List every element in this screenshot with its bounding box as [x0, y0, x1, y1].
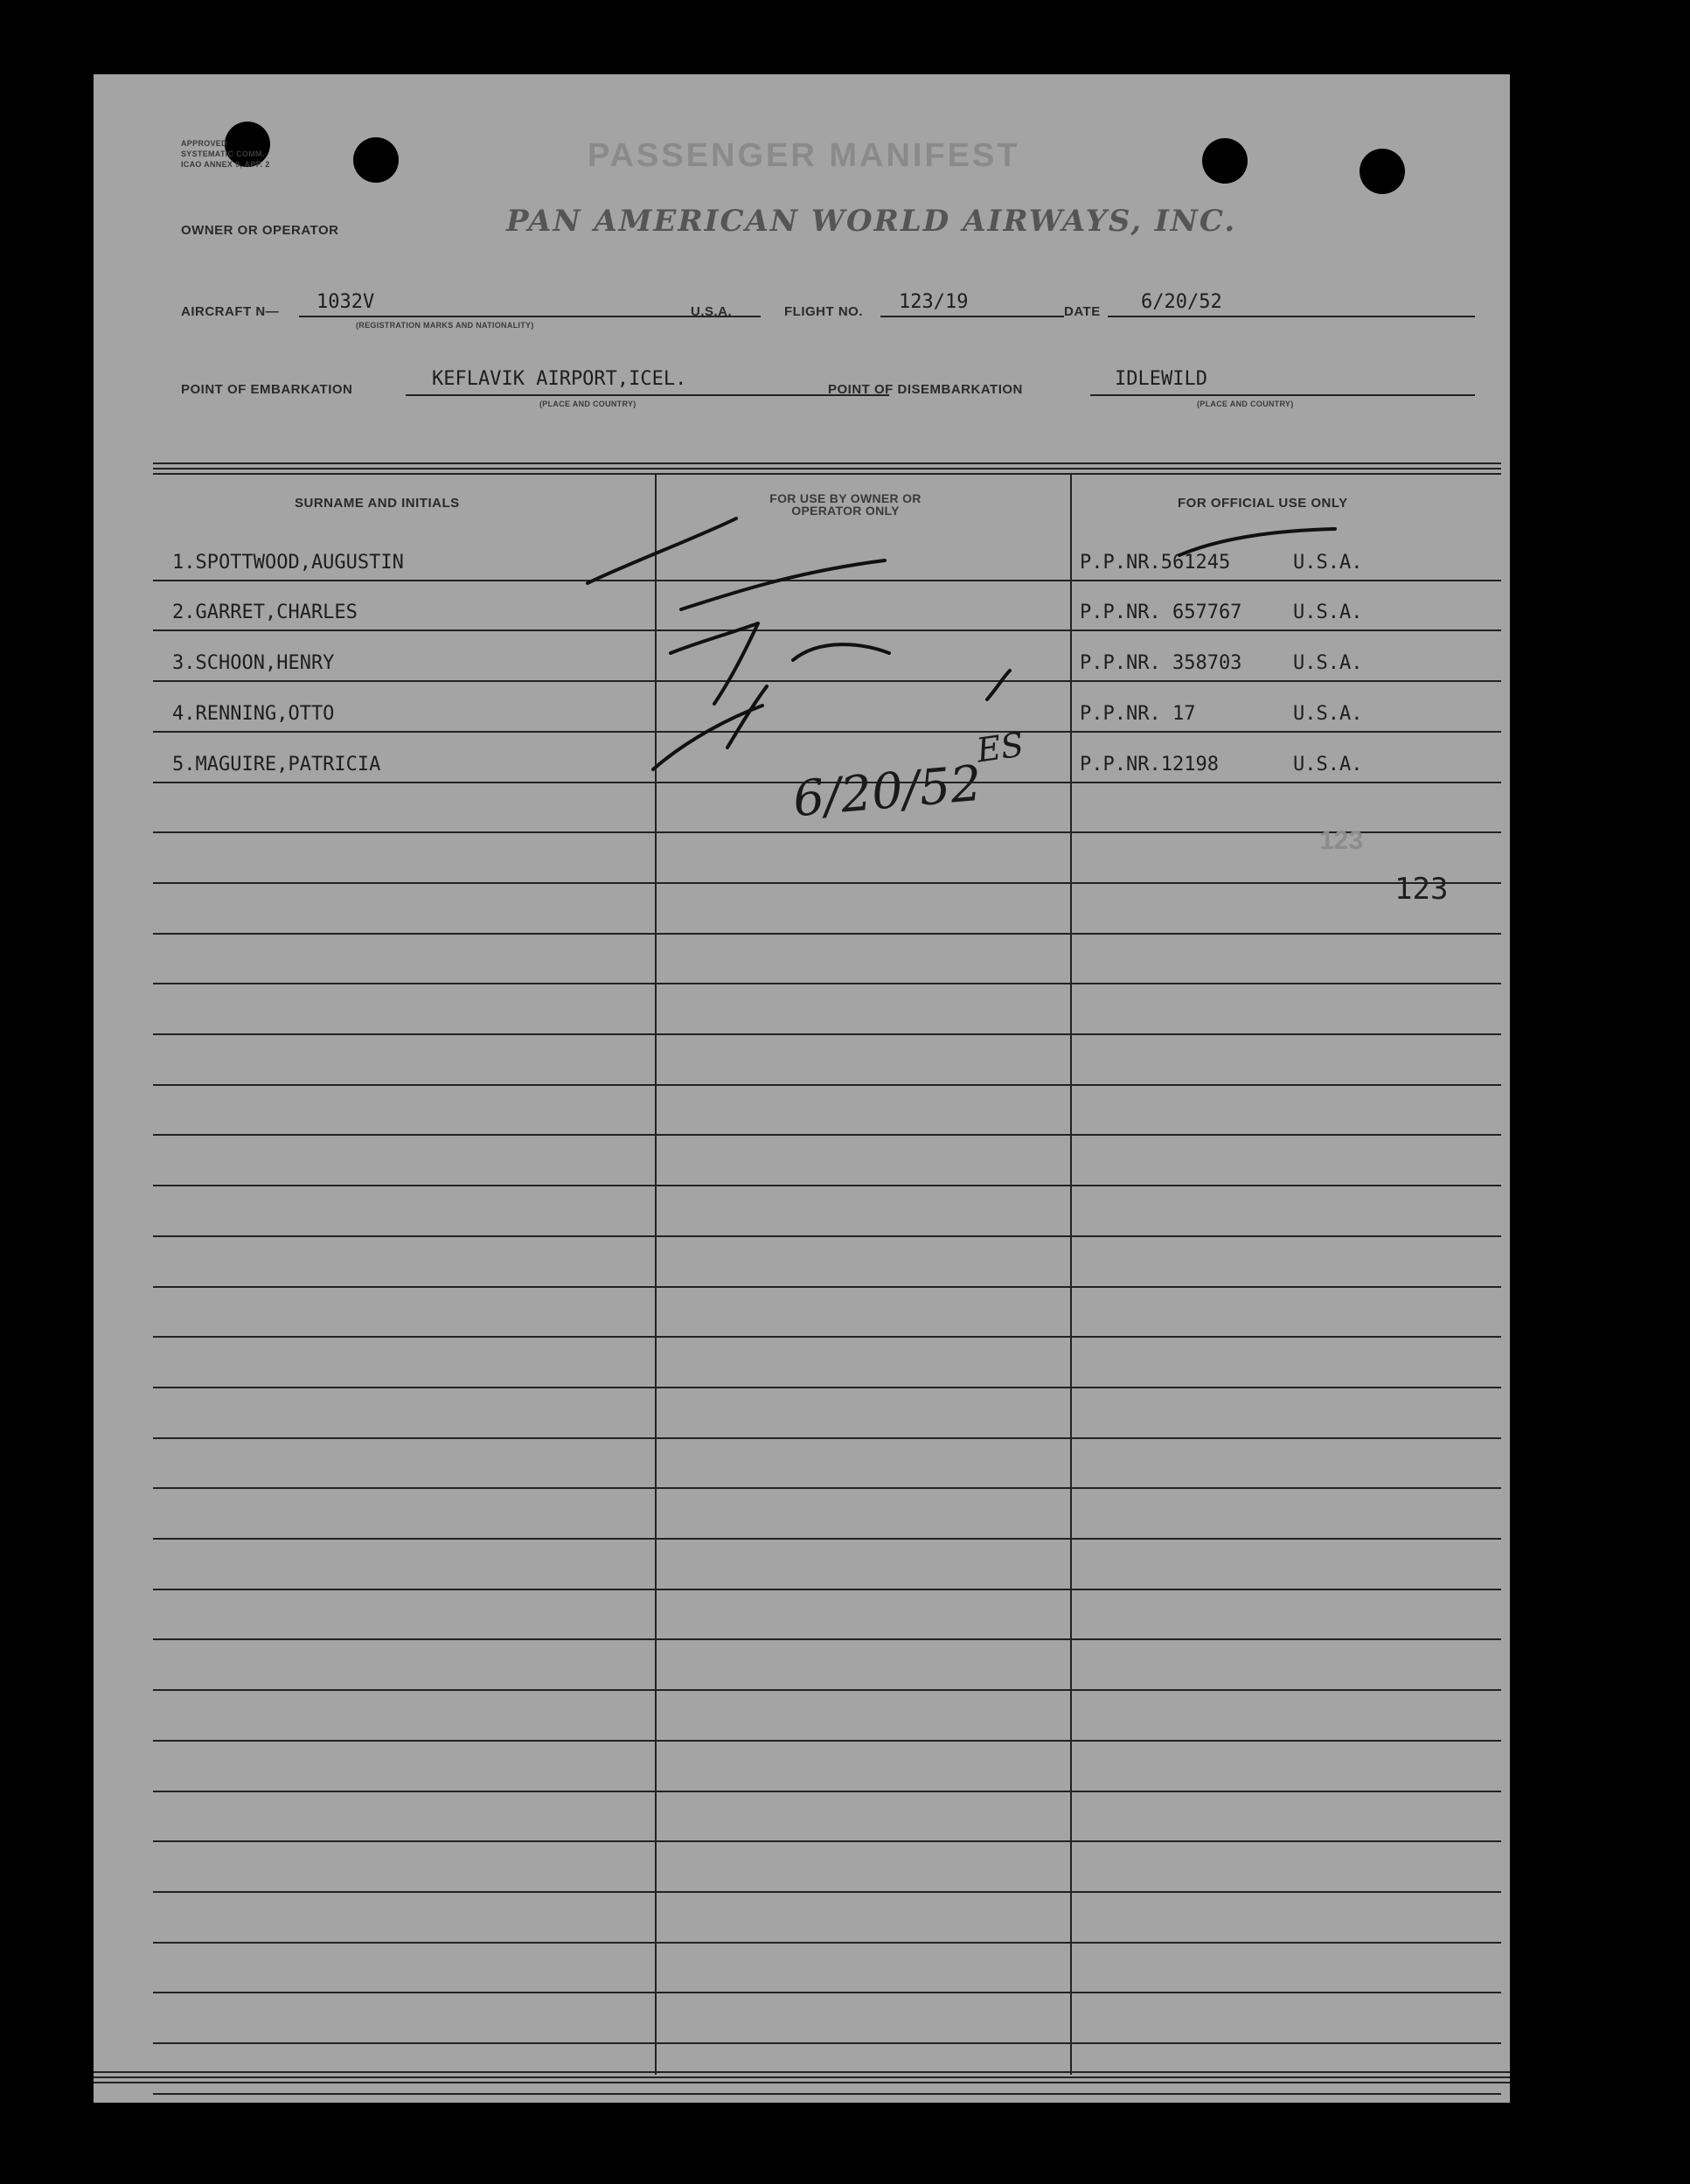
stamp-number: 123 [1319, 826, 1364, 855]
row-rule [153, 1235, 1501, 1237]
owner-label: OWNER OR OPERATOR [181, 223, 339, 238]
date-line [1108, 316, 1475, 317]
pen-mark-1 [588, 518, 736, 583]
row-rule [153, 882, 1501, 884]
pen-mark-2 [681, 560, 885, 609]
row-rule [153, 2042, 1501, 2044]
row-rule [153, 1891, 1501, 1893]
row-rule [153, 1185, 1501, 1186]
row-rule [153, 933, 1501, 935]
row-rule [153, 1538, 1501, 1540]
surname-header: SURNAME AND INITIALS [295, 496, 460, 511]
footer-rule-3 [94, 2082, 1510, 2083]
pen-mark-3 [671, 623, 758, 653]
row-rule [153, 580, 1501, 581]
row-rule [153, 1336, 1501, 1338]
embarkation-line [406, 394, 889, 396]
passenger-name: 3.SCHOON,HENRY [172, 652, 335, 674]
pen-marks [94, 74, 1510, 2103]
registration-caption: (REGISTRATION MARKS AND NATIONALITY) [356, 321, 534, 330]
header-rule-top-2 [153, 468, 1501, 469]
passenger-name: 5.MAGUIRE,PATRICIA [172, 754, 381, 776]
row-rule [153, 1286, 1501, 1288]
row-rule [153, 2093, 1501, 2095]
page-number: 123 [1394, 872, 1449, 907]
embarkation-label: POINT OF EMBARKATION [181, 382, 353, 397]
passenger-nationality: U.S.A. [1293, 552, 1363, 574]
usa-label: U.S.A. [691, 304, 733, 319]
row-rule [153, 1387, 1501, 1388]
row-rule [153, 1033, 1501, 1035]
row-rule [153, 1487, 1501, 1489]
aircraft-value: 1032V [316, 291, 375, 313]
owner-use-header: FOR USE BY OWNER OR OPERATOR ONLY [769, 491, 922, 518]
column-divider-2 [1070, 473, 1072, 2075]
column-divider-1 [655, 473, 657, 2075]
passenger-passport: P.P.NR.561245 [1080, 552, 1231, 574]
row-rule [153, 731, 1501, 733]
row-rule [153, 1589, 1501, 1590]
row-rule [153, 1437, 1501, 1439]
aircraft-label: AIRCRAFT N— [181, 304, 280, 319]
row-rule [153, 680, 1501, 682]
disembarkation-value: IDLEWILD [1115, 368, 1207, 390]
row-rule [153, 1740, 1501, 1742]
passenger-passport: P.P.NR. 17 [1080, 703, 1196, 725]
header-rule-top-3 [153, 473, 1501, 475]
passenger-nationality: U.S.A. [1293, 703, 1363, 725]
flight-value: 123/19 [899, 291, 969, 313]
passenger-nationality: U.S.A. [1293, 602, 1363, 623]
punch-hole-4 [1360, 149, 1405, 194]
pen-mark-6 [653, 706, 762, 769]
header-rule-top-1 [153, 463, 1501, 464]
footer-rule-2 [94, 2076, 1510, 2078]
row-rule [153, 1638, 1501, 1640]
disembarkation-label: POINT OF DISEMBARKATION [828, 382, 1023, 397]
row-rule [153, 1084, 1501, 1086]
official-use-header: FOR OFFICIAL USE ONLY [1178, 496, 1348, 511]
pen-mark-4 [714, 623, 758, 704]
pen-mark-8 [987, 671, 1010, 699]
embarkation-caption: (PLACE AND COUNTRY) [539, 400, 636, 408]
disembarkation-caption: (PLACE AND COUNTRY) [1197, 400, 1294, 408]
footer-rule-1 [94, 2071, 1510, 2073]
flight-label: FLIGHT NO. [784, 304, 863, 319]
form-title: PASSENGER MANIFEST [588, 137, 1020, 174]
manifest-page [94, 74, 1510, 2103]
row-rule [153, 1992, 1501, 1993]
row-rule [153, 1942, 1501, 1944]
passenger-name: 2.GARRET,CHARLES [172, 602, 358, 623]
row-rule [153, 1791, 1501, 1792]
row-rule [153, 629, 1501, 631]
pen-mark-5 [727, 686, 767, 748]
operator-name: PAN AMERICAN WORLD AIRWAYS, INC. [506, 204, 1237, 239]
fine-print-1: APPROVED [181, 139, 227, 148]
handwritten-initials: ES [974, 725, 1026, 770]
passenger-name: 4.RENNING,OTTO [172, 703, 335, 725]
passenger-passport: P.P.NR.12198 [1080, 754, 1219, 776]
fine-print-2: SYSTEMATIC COMM. [181, 150, 265, 158]
date-label: DATE [1064, 304, 1101, 319]
passenger-nationality: U.S.A. [1293, 652, 1363, 674]
date-value: 6/20/52 [1141, 291, 1222, 313]
punch-hole-3 [1202, 138, 1248, 184]
flight-line [880, 316, 1064, 317]
punch-hole-2 [353, 137, 399, 183]
handwritten-date: 6/20/52 [790, 755, 984, 829]
passenger-nationality: U.S.A. [1293, 754, 1363, 776]
pen-mark-7 [793, 644, 889, 660]
fine-print-3: ICAO ANNEX 9, APP. 2 [181, 160, 270, 169]
passenger-passport: P.P.NR. 358703 [1080, 652, 1242, 674]
passenger-passport: P.P.NR. 657767 [1080, 602, 1242, 623]
row-rule [153, 1134, 1501, 1136]
passenger-name: 1.SPOTTWOOD,AUGUSTIN [172, 552, 404, 574]
row-rule [153, 983, 1501, 984]
row-rule [153, 1689, 1501, 1691]
row-rule [153, 1840, 1501, 1842]
row-rule [153, 831, 1501, 833]
embarkation-value: KEFLAVIK AIRPORT,ICEL. [432, 368, 687, 390]
disembarkation-line [1090, 394, 1475, 396]
